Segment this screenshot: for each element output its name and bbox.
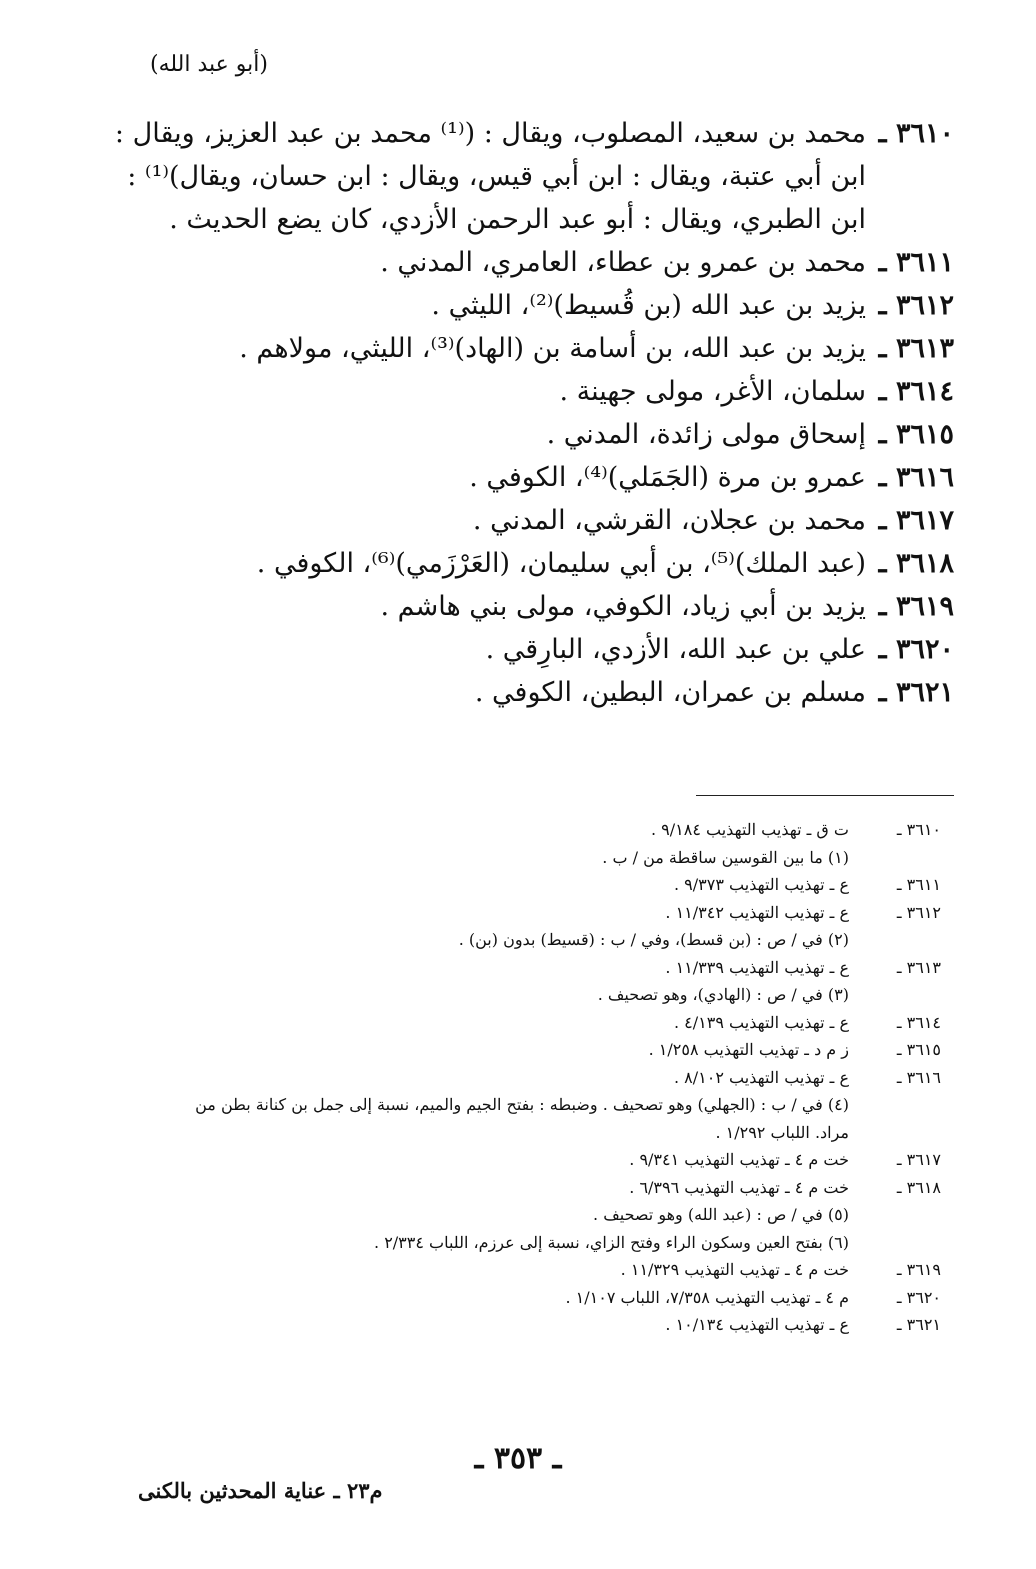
footnote-number: ٣٦١٥ ـ bbox=[896, 1040, 941, 1059]
entry-item bbox=[154, 370, 954, 413]
footnote-item bbox=[181, 1091, 941, 1146]
entry-text-line: (عبد الملك)⁽⁵⁾، بن أبي سليمان، (العَرْزَمي)⁽⁶⁾، الكوفي . bbox=[256, 548, 866, 579]
footnote-item bbox=[181, 816, 941, 844]
entry-number: ٣٦١٨ ـ bbox=[878, 548, 954, 579]
footnote-text-line: ع ـ تهذيب التهذيب ٩/٣٧٣ . bbox=[674, 875, 849, 894]
entry-number: ٣٦٢٠ ـ bbox=[878, 634, 954, 665]
footnote-text-line: (٥) في / ص : (عبد الله) وهو تصحيف . bbox=[593, 1205, 849, 1224]
entry-text-line: يزيد بن أبي زياد، الكوفي، مولى بني هاشم . bbox=[380, 591, 866, 622]
footnote-item bbox=[181, 1146, 941, 1174]
footnote-text-line: ع ـ تهذيب التهذيب ٤/١٣٩ . bbox=[674, 1012, 849, 1032]
footnote-text-line: (٦) بفتح العين وسكون الراء وفتح الزاي، نسبة إلى عرزم، اللباب ٢/٣٣٤ . bbox=[374, 1232, 849, 1252]
entry-text-line: يزيد بن عبد الله، بن أسامة بن (الهاد)⁽³⁾، الليثي، مولاهم . bbox=[239, 333, 866, 364]
footnote-item bbox=[181, 1036, 941, 1064]
footnote-number: ٣٦٢٠ ـ bbox=[896, 1287, 941, 1307]
footnote-number: ٣٦١٠ ـ bbox=[896, 820, 941, 839]
footnote-item bbox=[181, 844, 941, 872]
entry-text-line: إسحاق مولى زائدة، المدني . bbox=[546, 419, 866, 450]
footnote-number: ٣٦١٨ ـ bbox=[896, 1177, 941, 1197]
entry-number: ٣٦١٦ ـ bbox=[878, 462, 954, 493]
entry-item bbox=[154, 628, 954, 671]
footnote-item bbox=[181, 1009, 941, 1037]
footnote-text-line: ع ـ تهذيب التهذيب ٨/١٠٢ . bbox=[674, 1067, 849, 1087]
page-number-text: ـ ٣٥٣ ـ bbox=[474, 1441, 562, 1476]
footnote-number: ٣٦١١ ـ bbox=[896, 875, 941, 894]
entry-number: ٣٦١٧ ـ bbox=[878, 505, 954, 536]
footnote-text-line: خت م ٤ ـ تهذيب التهذيب ٦/٣٩٦ . bbox=[629, 1177, 849, 1197]
entry-item bbox=[154, 284, 954, 327]
footnote-text-line: ع ـ تهذيب التهذيب ١٠/١٣٤ . bbox=[665, 1315, 849, 1334]
footnote-item bbox=[181, 871, 941, 899]
footnote-text-line: مراد. اللباب ١/٢٩٢ . bbox=[715, 1122, 849, 1142]
entry-text-line: ابن الطبري، ويقال : أبو عبد الرحمن الأزدي، كان يضع الحديث . bbox=[169, 204, 866, 235]
footnote-number: ٣٦١٣ ـ bbox=[896, 957, 941, 977]
entry-number: ٣٦١١ ـ bbox=[878, 247, 954, 278]
footnote-number: ٣٦١٧ ـ bbox=[896, 1150, 941, 1169]
entry-number: ٣٦١٣ ـ bbox=[878, 333, 954, 364]
page-number bbox=[0, 1441, 1036, 1476]
entry-number: ٣٦١٤ ـ bbox=[878, 376, 954, 407]
footnote-text-line: ت ق ـ تهذيب التهذيب ٩/١٨٤ . bbox=[650, 820, 849, 839]
signature-line: م٢٣ ـ عناية المحدثين بالكنى bbox=[138, 1478, 383, 1503]
footnote-item bbox=[181, 1284, 941, 1312]
footnote-text-line: (٢) في / ص : (بن قسط)، وفي / ب : (قسيط) بدون (بن) . bbox=[458, 930, 849, 949]
footnote-item bbox=[181, 1201, 941, 1229]
footnote-number: ٣٦١٩ ـ bbox=[896, 1260, 941, 1279]
footnote-text-line: (٤) في / ب : (الجهلي) وهو تصحيف . وضبطه : بفتح الجيم والميم، نسبة إلى جمل بن كنانة بطن من bbox=[195, 1095, 849, 1114]
footnote-number: ٣٦٢١ ـ bbox=[896, 1315, 941, 1334]
footnote-item bbox=[181, 1064, 941, 1092]
footnote-item bbox=[181, 954, 941, 982]
entry-item bbox=[114, 112, 954, 241]
footnote-item bbox=[181, 1256, 941, 1284]
entry-item bbox=[154, 499, 954, 542]
footnote-text-line: م ٤ ـ تهذيب التهذيب ٧/٣٥٨، اللباب ١/١٠٧ . bbox=[565, 1287, 849, 1307]
entry-number: ٣٦١٢ ـ bbox=[878, 290, 954, 321]
entry-text-line: عمرو بن مرة (الجَمَلي)⁽⁴⁾، الكوفي . bbox=[469, 462, 866, 493]
footnote-item bbox=[181, 899, 941, 927]
entry-item bbox=[154, 413, 954, 456]
footnote-text-line: (٣) في / ص : (الهادي)، وهو تصحيف . bbox=[597, 985, 849, 1004]
entry-item bbox=[154, 542, 954, 585]
footnote-text-line: ز م د ـ تهذيب التهذيب ١/٢٥٨ . bbox=[648, 1040, 849, 1059]
footnote-text-line: ع ـ تهذيب التهذيب ١١/٣٣٩ . bbox=[665, 957, 849, 977]
entry-item bbox=[154, 456, 954, 499]
entry-number: ٣٦١٩ ـ bbox=[878, 591, 954, 622]
footnote-number: ٣٦١٢ ـ bbox=[896, 902, 941, 922]
footnotes-list bbox=[181, 816, 941, 1339]
footnote-item bbox=[181, 926, 941, 954]
entry-text-line: ابن أبي عتبة، ويقال : ابن أبي قيس، ويقال : ابن حسان، ويقال)⁽¹⁾ : bbox=[127, 161, 866, 192]
entry-text-line: مسلم بن عمران، البطين، الكوفي . bbox=[474, 677, 866, 708]
entry-text-line: يزيد بن عبد الله (بن قُسيط)⁽²⁾، الليثي . bbox=[431, 290, 866, 321]
entries-list bbox=[114, 112, 954, 714]
footnote-separator bbox=[696, 795, 954, 796]
entry-text-line: علي بن عبد الله، الأزدي، البارِقي . bbox=[485, 634, 866, 665]
entry-text-line: سلمان، الأغر، مولى جهينة . bbox=[559, 376, 866, 407]
running-title: (أبو عبد الله) bbox=[150, 52, 268, 77]
entry-item bbox=[154, 671, 954, 714]
footnote-text-line: خت م ٤ ـ تهذيب التهذيب ١١/٣٢٩ . bbox=[620, 1260, 849, 1279]
entry-text-line: محمد بن عمرو بن عطاء، العامري، المدني . bbox=[380, 247, 866, 278]
footnote-number: ٣٦١٦ ـ bbox=[896, 1067, 941, 1087]
entry-item bbox=[154, 585, 954, 628]
footnote-item bbox=[181, 1174, 941, 1202]
footnote-text-line: ع ـ تهذيب التهذيب ١١/٣٤٢ . bbox=[665, 902, 849, 922]
footnote-text-line: (١) ما بين القوسين ساقطة من / ب . bbox=[602, 847, 849, 867]
entry-item bbox=[154, 241, 954, 284]
footnote-item bbox=[181, 1229, 941, 1257]
entry-text-line: محمد بن عجلان، القرشي، المدني . bbox=[472, 505, 866, 536]
footnote-number: ٣٦١٤ ـ bbox=[896, 1012, 941, 1032]
footnote-text-line: خت م ٤ ـ تهذيب التهذيب ٩/٣٤١ . bbox=[629, 1150, 849, 1169]
footnote-item bbox=[181, 981, 941, 1009]
entry-text-line: محمد بن سعيد، المصلوب، ويقال : (⁽¹⁾ محمد بن عبد العزيز، ويقال : bbox=[114, 118, 866, 149]
entry-number: ٣٦١٠ ـ bbox=[878, 118, 954, 149]
entry-item bbox=[154, 327, 954, 370]
footnote-item bbox=[181, 1311, 941, 1339]
entry-number: ٣٦٢١ ـ bbox=[878, 677, 954, 708]
entry-number: ٣٦١٥ ـ bbox=[878, 419, 954, 450]
